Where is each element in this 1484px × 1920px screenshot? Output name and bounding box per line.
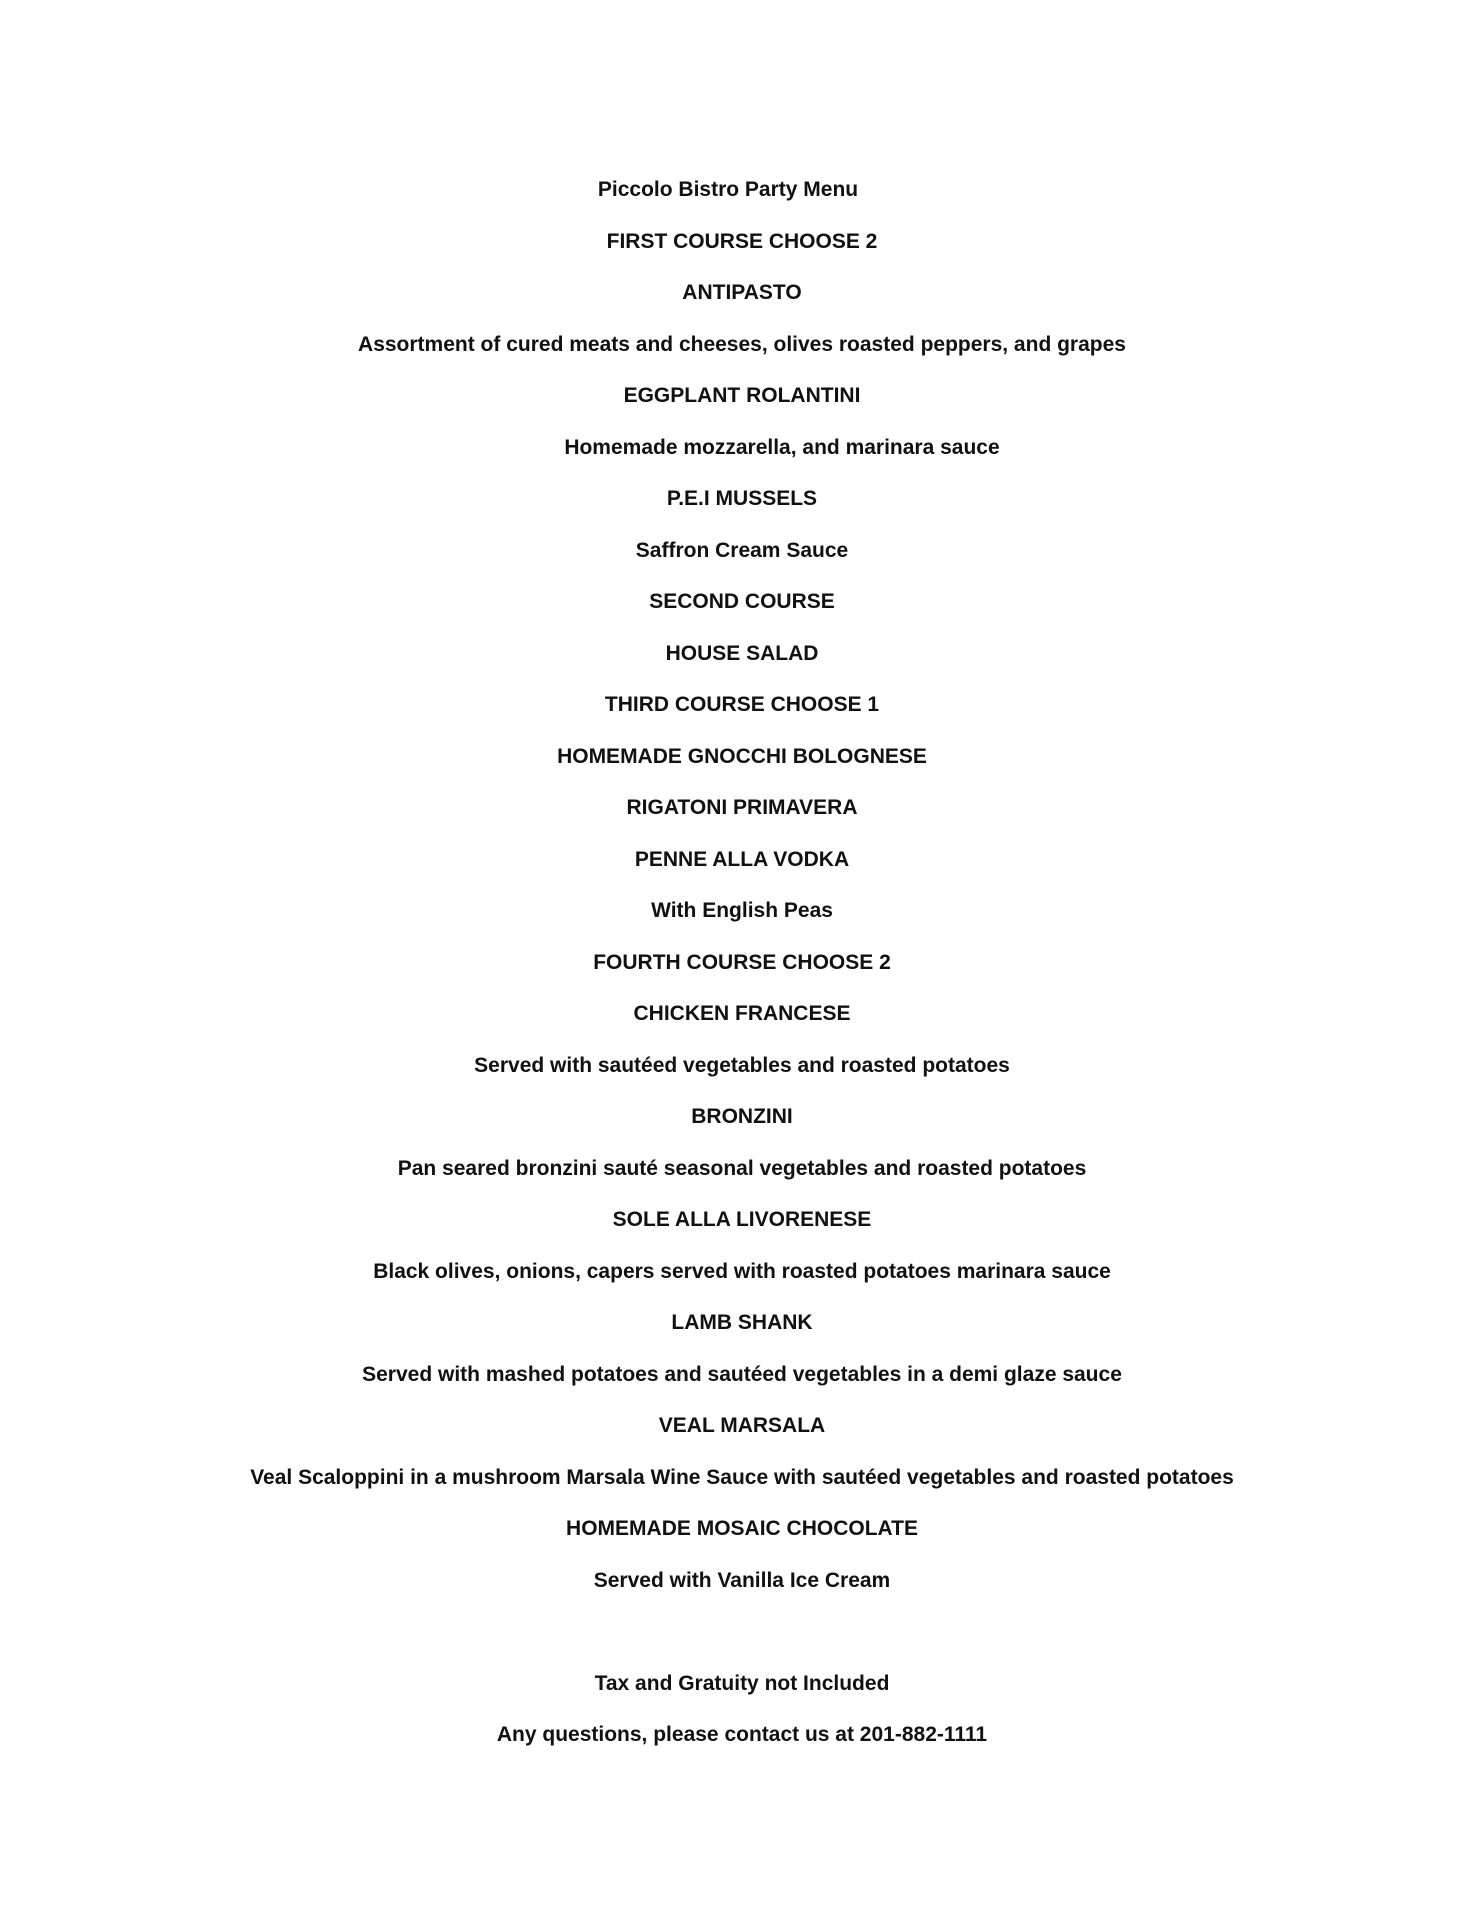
menu-item-description: Served with sautéed vegetables and roasted potatoes [474,1054,1010,1077]
menu-item-name: HOMEMADE GNOCCHI BOLOGNESE [557,745,927,768]
menu-item-name: PENNE ALLA VODKA [634,848,850,871]
menu-item-description: Served with mashed potatoes and sautéed vegetables in a demi glaze sauce [362,1363,1122,1386]
menu-item-description: With English Peas [651,899,833,922]
course-heading: SECOND COURSE [649,590,835,613]
menu-item-name: BRONZINI [691,1105,793,1128]
tax-note: Tax and Gratuity not Included [594,1672,890,1695]
course-heading: FIRST COURSE CHOOSE 2 [606,230,878,253]
menu-item-description: Veal Scaloppini in a mushroom Marsala Wine Sauce with sautéed vegetables and roasted potatoes [250,1466,1234,1489]
menu-item-name: HOUSE SALAD [665,642,819,665]
menu-item-description: Served with Vanilla Ice Cream [593,1569,891,1592]
menu-item-name: SOLE ALLA LIVORENESE [612,1208,872,1231]
menu-item-description: Homemade mozzarella, and marinara sauce [564,436,1000,459]
menu-item-name: RIGATONI PRIMAVERA [626,796,858,819]
menu-item-description: Black olives, onions, capers served with roasted potatoes marinara sauce [373,1260,1111,1283]
menu-item-name: HOMEMADE MOSAIC CHOCOLATE [566,1517,918,1540]
menu-item-description: Pan seared bronzini sauté seasonal vegetables and roasted potatoes [397,1157,1087,1180]
menu-item-name: EGGPLANT ROLANTINI [623,384,861,407]
menu-item-description: Assortment of cured meats and cheeses, olives roasted peppers, and grapes [358,333,1126,356]
menu-item-name: P.E.I MUSSELS [666,487,818,510]
course-heading: FOURTH COURSE CHOOSE 2 [593,951,891,974]
menu-item-name: CHICKEN FRANCESE [633,1002,851,1025]
course-heading: THIRD COURSE CHOOSE 1 [604,693,880,716]
menu-item-name: ANTIPASTO [682,281,802,304]
menu-item-name: VEAL MARSALA [658,1414,826,1437]
menu-item-description: Saffron Cream Sauce [635,539,849,562]
contact-line: Any questions, please contact us at 201-882-1111 [496,1723,988,1746]
menu-item-name: LAMB SHANK [671,1311,813,1334]
menu-title: Piccolo Bistro Party Menu [597,178,859,201]
